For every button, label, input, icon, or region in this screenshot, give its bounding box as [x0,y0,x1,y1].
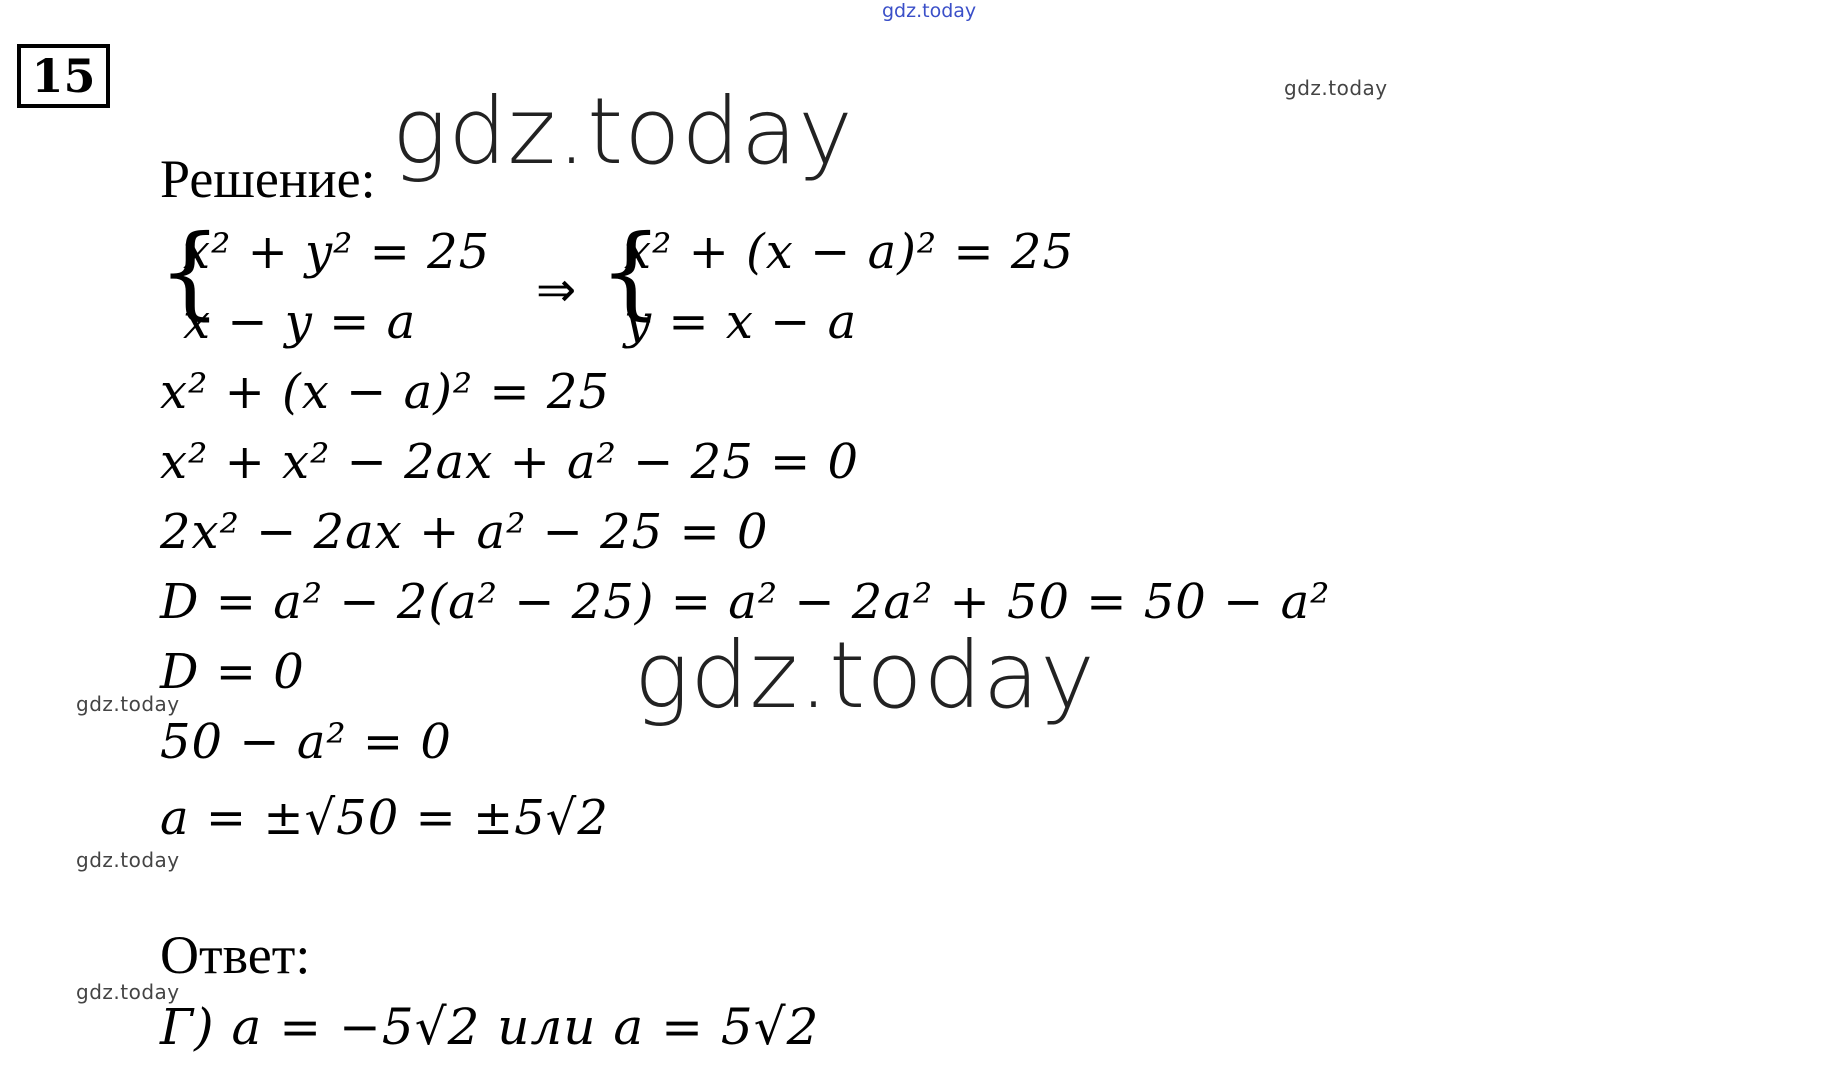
watermark-top: gdz.today [882,0,977,22]
system-left-line1: x² + y² = 25 [183,224,491,280]
implies-arrow: ⇒ [536,262,577,318]
step-2: x² + x² − 2ax + a² − 25 = 0 [160,434,859,490]
problem-number: 15 [17,44,110,108]
step-4-discriminant: D = a² − 2(a² − 25) = a² − 2a² + 50 = 50 − a² [160,574,1331,630]
step-3: 2x² − 2ax + a² − 25 = 0 [160,504,769,560]
watermark-big-middle: gdz.today [634,622,1096,729]
answer-label: Ответ: [160,925,311,985]
watermark-small-left-1: gdz.today [76,692,180,716]
step-5: D = 0 [160,644,305,700]
right-brace: { [599,213,663,330]
system-right-line1: x² + (x − a)² = 25 [624,224,1074,280]
answer-text: Г) a = −5√2 или a = 5√2 [160,998,820,1056]
watermark-small-left-2: gdz.today [76,848,180,872]
watermark-small-right: gdz.today [1284,76,1388,100]
step-7-result: a = ±√50 = ±5√2 [160,790,609,846]
system-right-line2: y = x − a [624,294,858,350]
solution-label: Решение: [160,149,376,209]
step-6: 50 − a² = 0 [160,714,452,770]
watermark-big-top: gdz.today [392,78,854,185]
system-left-line2: x − y = a [183,294,417,350]
step-1: x² + (x − a)² = 25 [160,364,610,420]
watermark-small-left-3: gdz.today [76,980,180,1004]
left-brace: { [158,213,222,330]
